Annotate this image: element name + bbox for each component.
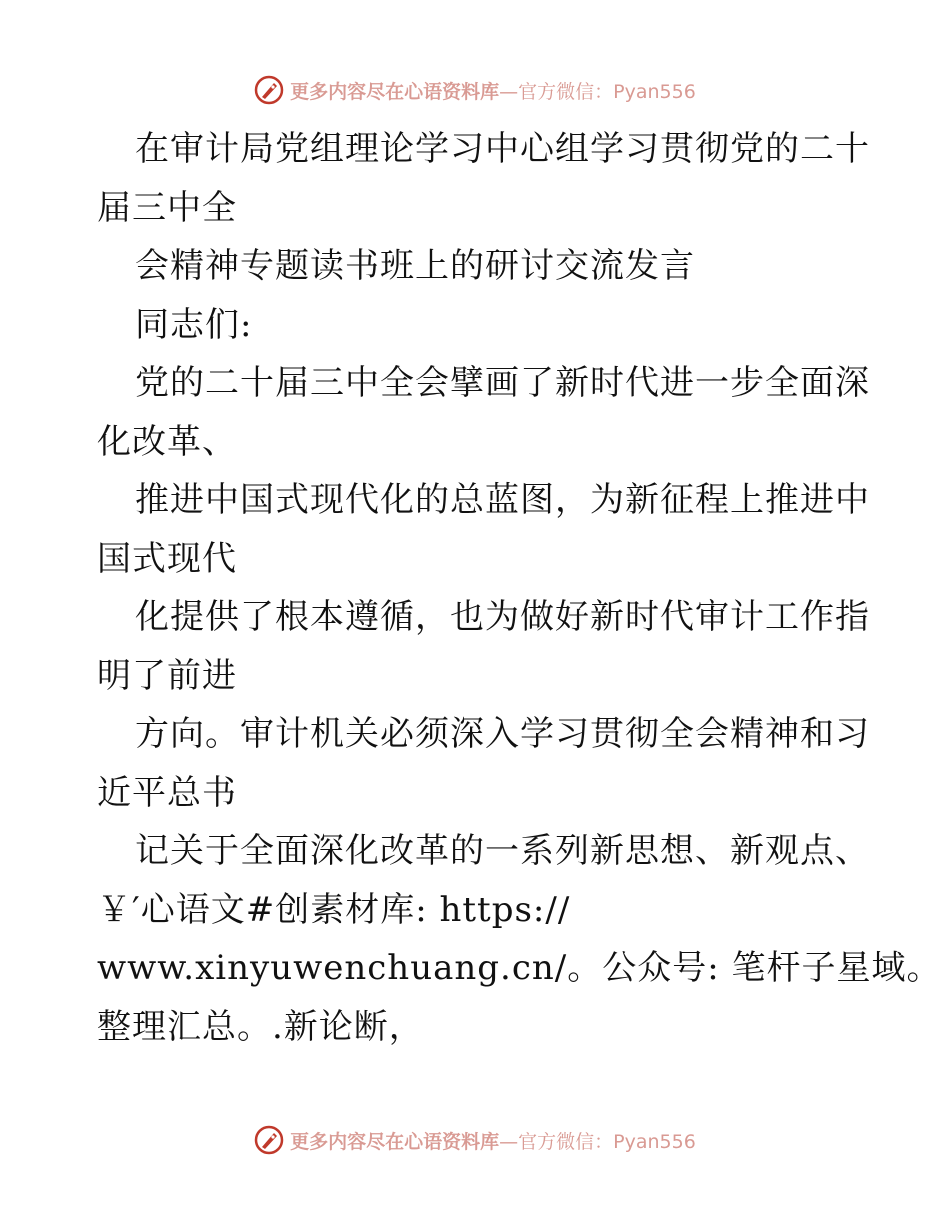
header-banner-main: 更多内容尽在心语资料库: [290, 80, 500, 103]
body-line: 在审计局党组理论学习中心组学习贯彻党的二十: [135, 129, 870, 169]
pen-nib-logo-icon: [254, 75, 284, 105]
pen-nib-logo-icon: [254, 1125, 284, 1155]
footer-watermark-banner: [0, 1120, 950, 1160]
body-line: 同志们:: [135, 304, 253, 345]
body-line: www.xinyuwenchuang.cn/。公众号: 笔杆子星域。: [97, 948, 942, 988]
body-line: 整理汇总。.新论断，: [97, 1006, 424, 1047]
body-line: 国式现代: [97, 538, 237, 579]
body-line: 方向。审计机关必须深入学习贯彻全会精神和习: [135, 714, 870, 754]
body-line: 届三中全: [97, 187, 237, 228]
body-line: 明了前进: [97, 655, 237, 696]
body-line: 党的二十届三中全会擘画了新时代进一步全面深: [135, 363, 870, 403]
footer-banner-main: 更多内容尽在心语资料库: [290, 1130, 500, 1153]
footer-banner-tail: —官方微信：Pyan556: [499, 1130, 696, 1153]
document-body: [97, 120, 942, 1056]
body-line: 近平总书: [97, 772, 237, 813]
header-banner-tail: —官方微信：Pyan556: [499, 80, 696, 103]
body-line: ￥′心语文#创素材库: https://: [97, 889, 571, 930]
body-line: 化改革、: [97, 421, 237, 462]
body-line: 会精神专题读书班上的研讨交流发言: [135, 246, 695, 286]
body-line: 推进中国式现代化的总蓝图，为新征程上推进中: [135, 480, 870, 520]
body-line: 化提供了根本遵循，也为做好新时代审计工作指: [135, 597, 870, 637]
body-line: 记关于全面深化改革的一系列新思想、新观点、: [135, 831, 870, 871]
header-watermark-banner: [0, 70, 950, 110]
